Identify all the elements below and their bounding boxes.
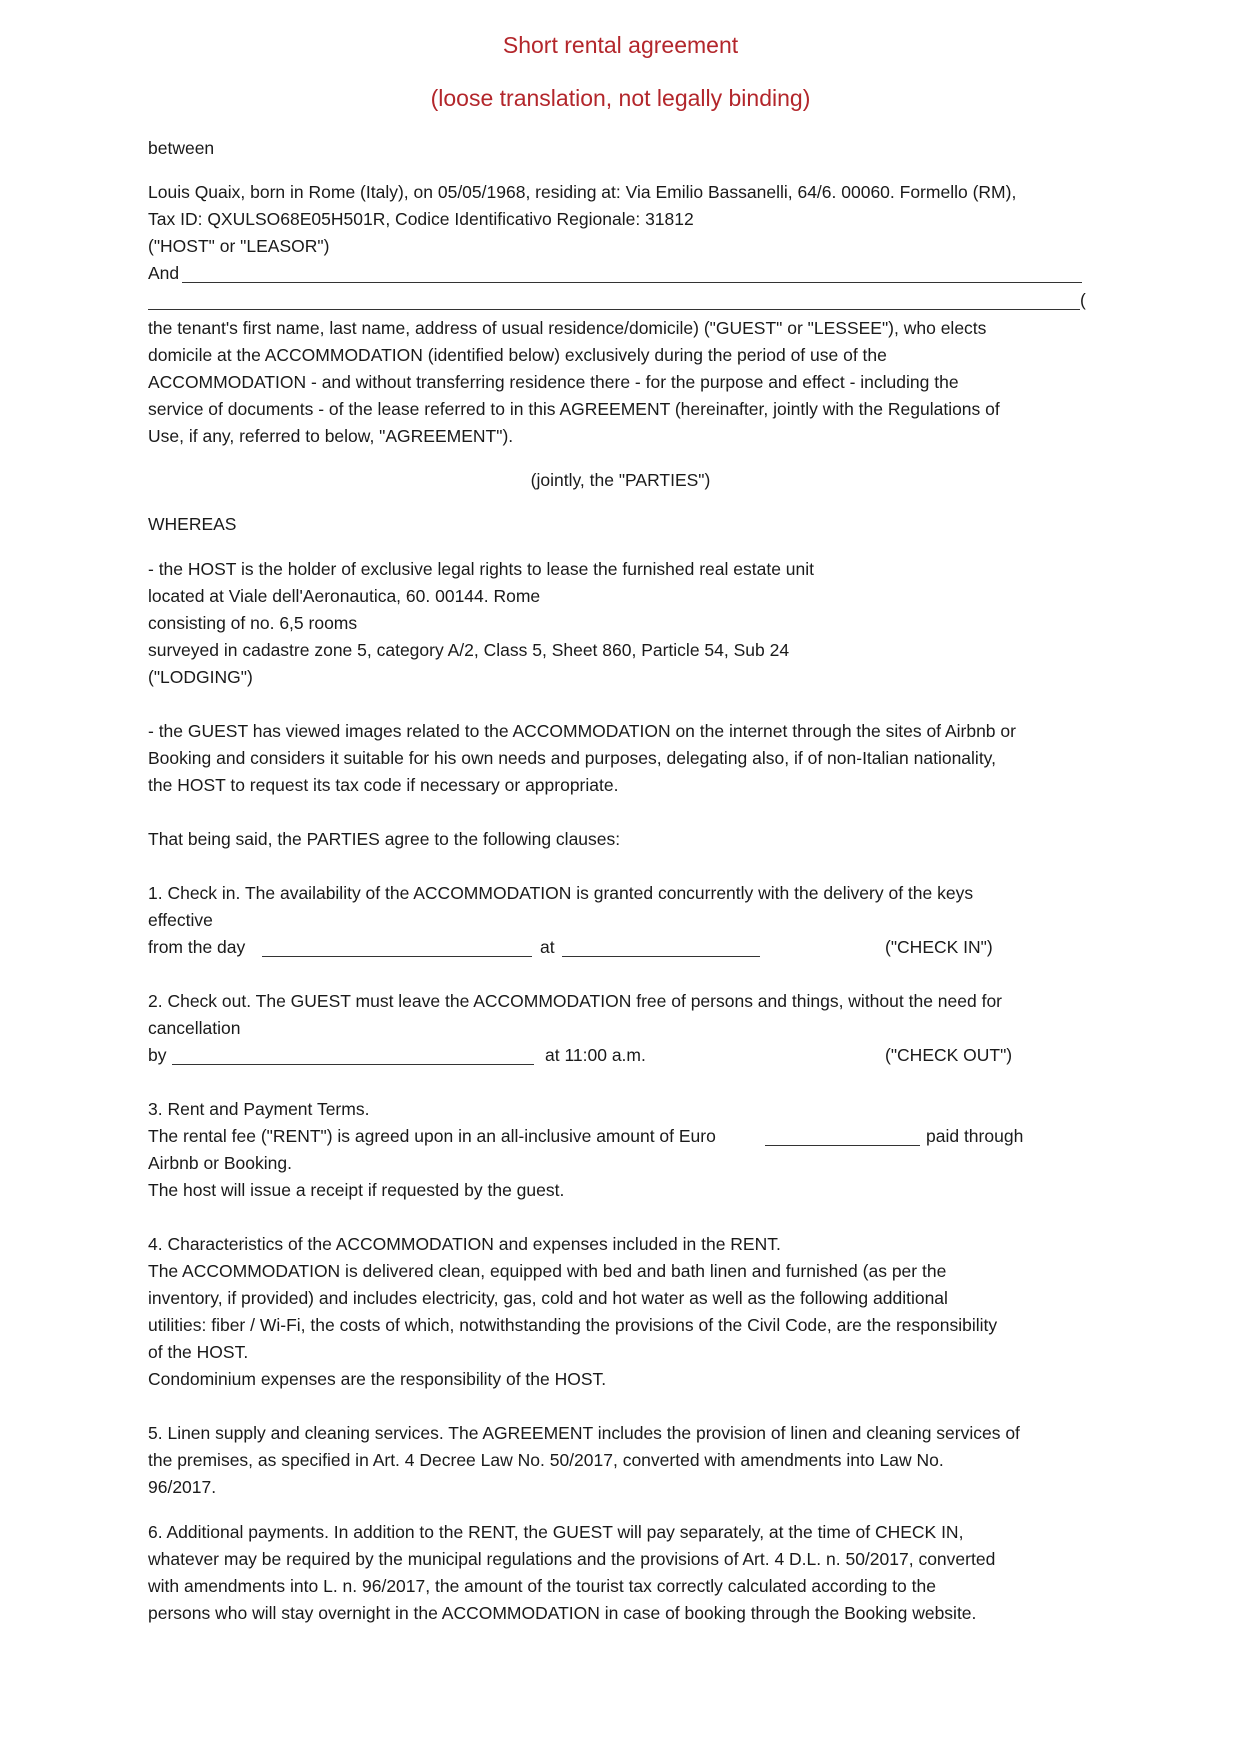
guest-viewed-line: the HOST to request its tax code if necessary or appropriate. <box>148 775 619 795</box>
clause4-line: inventory, if provided) and includes electricity, gas, cold and hot water as well as the following additional <box>148 1288 948 1308</box>
clause5-line: 96/2017. <box>148 1477 217 1497</box>
clause6-line: with amendments into L. n. 96/2017, the amount of the tourist tax correctly calculated according to the <box>148 1576 936 1596</box>
clause3-line: The host will issue a receipt if requested by the guest. <box>148 1180 565 1200</box>
clause1-line: 1. Check in. The availability of the ACCOMMODATION is granted concurrently with the delivery of the keys <box>148 883 974 903</box>
clause4-line: of the HOST. <box>148 1342 249 1362</box>
paren-open: ( <box>1080 290 1086 310</box>
document-subtitle: (loose translation, not legally binding) <box>430 85 811 111</box>
guest-line: domicile at the ACCOMMODATION (identified below) exclusively during the period of use of the <box>148 345 887 365</box>
guest-line: the tenant's first name, last name, address of usual residence/domicile) ("GUEST" or "LESSEE"), who elects <box>148 318 987 338</box>
lodging-line: located at Viale dell'Aeronautica, 60. 00144. Rome <box>148 586 541 606</box>
checkin-date-blank[interactable] <box>262 940 532 957</box>
clause4-line: The ACCOMMODATION is delivered clean, equipped with bed and bath linen and furnished (as per the <box>148 1261 947 1281</box>
clause2-line: cancellation <box>148 1018 241 1038</box>
clause6-line: 6. Additional payments. In addition to the RENT, the GUEST will pay separately, at the time of CHECK IN, <box>148 1522 964 1542</box>
host-line: ("HOST" or "LEASOR") <box>148 236 330 256</box>
lodging-line: ("LODGING") <box>148 667 253 687</box>
checkout-tag: ("CHECK OUT") <box>885 1045 1013 1065</box>
clause3-paid-through: paid through <box>926 1126 1024 1146</box>
clause2-at-label: at 11:00 a.m. <box>545 1045 646 1065</box>
that-being-said: That being said, the PARTIES agree to the following clauses: <box>148 829 621 849</box>
clause5-line: 5. Linen supply and cleaning services. The AGREEMENT includes the provision of linen and cleaning services of <box>148 1423 1020 1443</box>
checkin-tag: ("CHECK IN") <box>885 937 993 957</box>
clause6-line: persons who will stay overnight in the ACCOMMODATION in case of booking through the Booking website. <box>148 1603 977 1623</box>
lodging-line: consisting of no. 6,5 rooms <box>148 613 358 633</box>
clause4-line: Condominium expenses are the responsibility of the HOST. <box>148 1369 607 1389</box>
whereas-heading: WHEREAS <box>148 514 237 534</box>
jointly-parties: (jointly, the "PARTIES") <box>530 470 711 490</box>
clause1-from-label: from the day <box>148 937 246 957</box>
guest-line: Use, if any, referred to below, "AGREEMENT"). <box>148 426 514 446</box>
between-label: between <box>148 138 215 158</box>
checkout-date-blank[interactable] <box>172 1048 534 1065</box>
document-title: Short rental agreement <box>502 32 739 58</box>
guest-name-blank[interactable] <box>182 266 1082 283</box>
clause2-line: 2. Check out. The GUEST must leave the ACCOMMODATION free of persons and things, without the need for <box>148 991 1003 1011</box>
guest-line: service of documents - of the lease referred to in this AGREEMENT (hereinafter, jointly with the Regulations of <box>148 399 1000 419</box>
host-line: Tax ID: QXULSO68E05H501R, Codice Identificativo Regionale: 31812 <box>148 209 694 229</box>
lodging-line: surveyed in cadastre zone 5, category A/2, Class 5, Sheet 860, Particle 54, Sub 24 <box>148 640 790 660</box>
host-line: Louis Quaix, born in Rome (Italy), on 05/05/1968, residing at: Via Emilio Bassanelli, 64/6. 00060. Formello (RM), <box>148 182 1017 202</box>
and-label: And <box>148 263 180 283</box>
clause3-line: Airbnb or Booking. <box>148 1153 292 1173</box>
guest-viewed-line: - the GUEST has viewed images related to the ACCOMMODATION on the internet through the sites of Airbnb or <box>148 721 1016 741</box>
clause4-line: utilities: fiber / Wi-Fi, the costs of which, notwithstanding the provisions of the Civil Code, are the responsibility <box>148 1315 998 1335</box>
checkin-time-blank[interactable] <box>562 940 760 957</box>
guest-address-blank[interactable] <box>148 293 1080 310</box>
clause1-line: effective <box>148 910 213 930</box>
clause2-by-label: by <box>148 1045 167 1065</box>
clause4-line: 4. Characteristics of the ACCOMMODATION and expenses included in the RENT. <box>148 1234 781 1254</box>
guest-viewed-line: Booking and considers it suitable for his own needs and purposes, delegating also, if of non-Italian nationality, <box>148 748 996 768</box>
clause3-fee: The rental fee ("RENT") is agreed upon in an all-inclusive amount of Euro <box>148 1126 716 1146</box>
rent-amount-blank[interactable] <box>765 1129 920 1146</box>
clause3-title: 3. Rent and Payment Terms. <box>148 1099 370 1119</box>
clause1-at-label: at <box>540 937 555 957</box>
clause5-line: the premises, as specified in Art. 4 Decree Law No. 50/2017, converted with amendments into Law No. <box>148 1450 944 1470</box>
clause6-line: whatever may be required by the municipal regulations and the provisions of Art. 4 D.L. n. 50/2017, converted <box>148 1549 996 1569</box>
lodging-line: - the HOST is the holder of exclusive legal rights to lease the furnished real estate unit <box>148 559 815 579</box>
guest-line: ACCOMMODATION - and without transferring residence there - for the purpose and effect - including the <box>148 372 959 392</box>
